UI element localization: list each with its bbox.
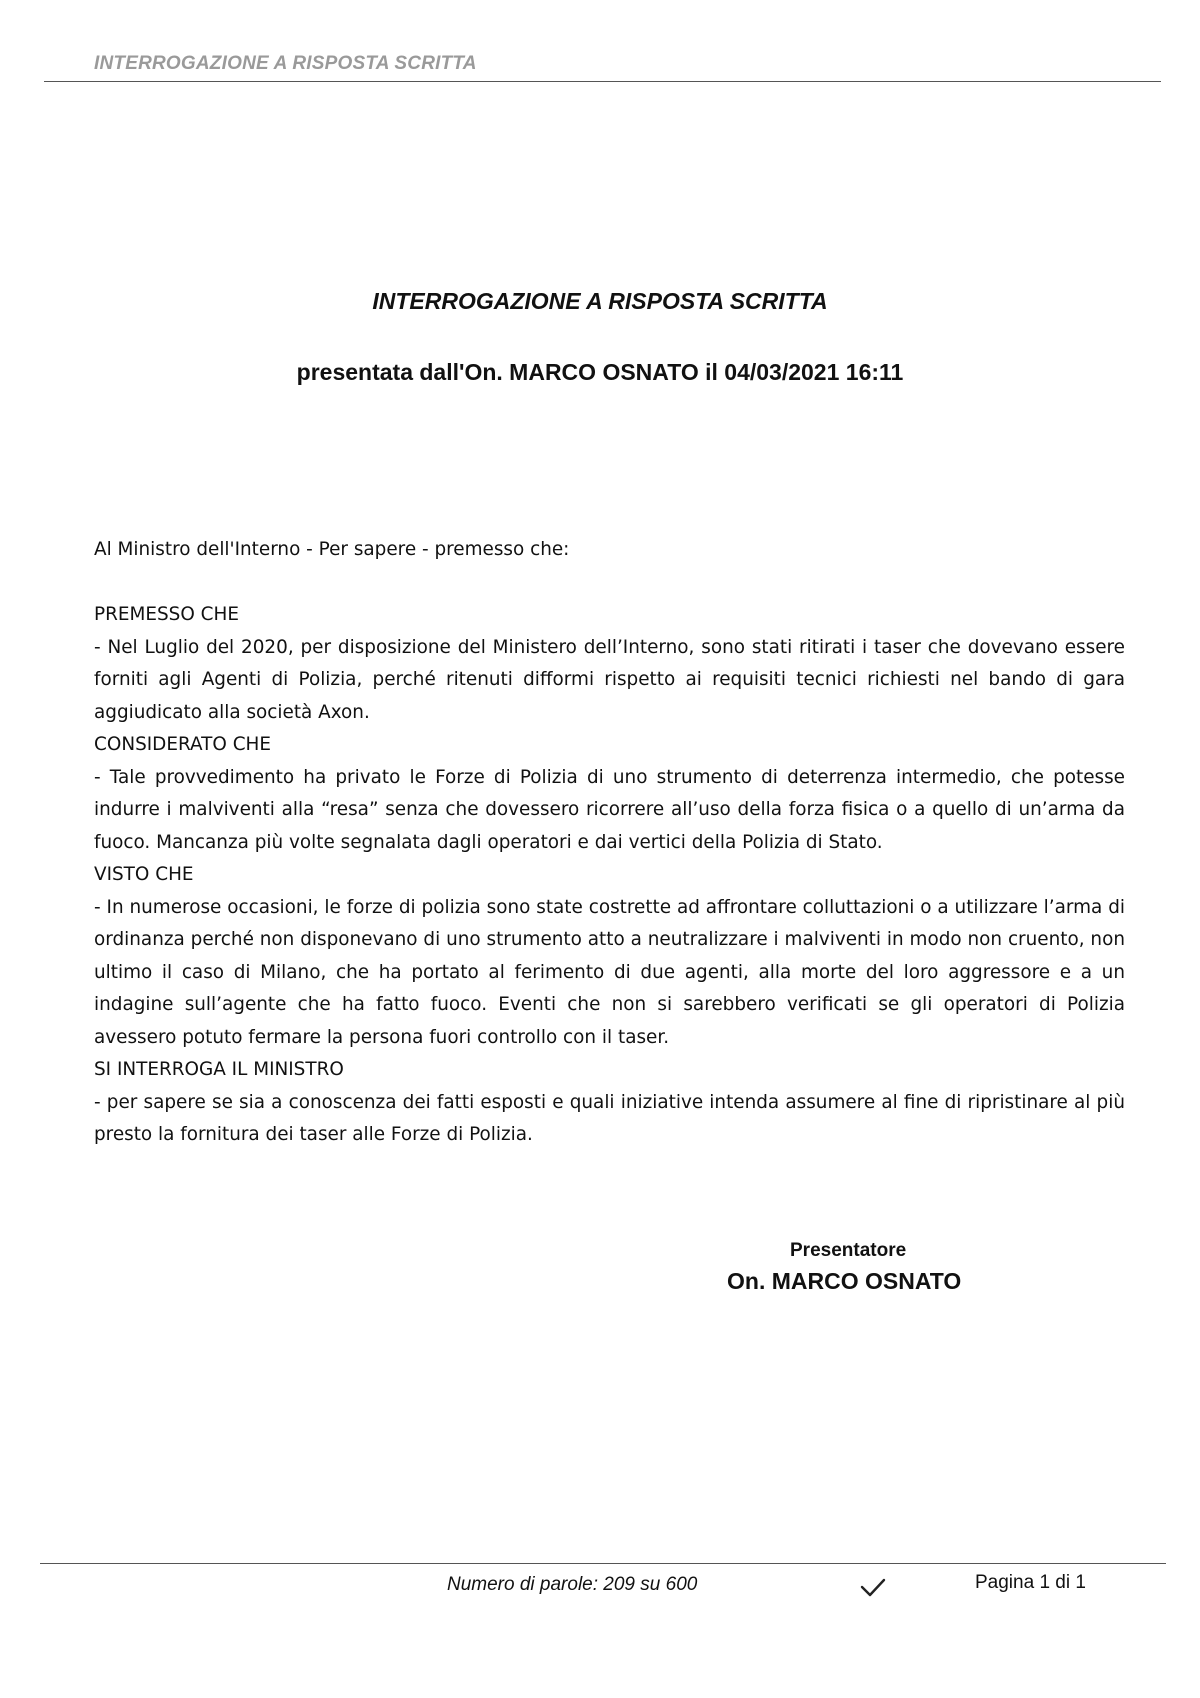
footer-divider [40,1563,1166,1564]
word-count: Numero di parole: 209 su 600 [447,1574,698,1595]
section-heading-premesso: PREMESSO CHE [94,604,239,625]
page-number: Pagina 1 di 1 [975,1572,1086,1593]
document-title: INTERROGAZIONE A RISPOSTA SCRITTA [372,288,828,314]
presenter-label: Presentatore [790,1240,907,1261]
section-heading-considerato: CONSIDERATO CHE [94,734,271,755]
section-heading-visto: VISTO CHE [94,864,194,885]
section-heading-interroga: SI INTERROGA IL MINISTRO [94,1059,344,1080]
presenter-name: On. MARCO OSNATO [727,1268,962,1294]
section-text-visto: - In numerose occasioni, le forze di polizia sono state costrette ad affrontare colluttazioni o a utilizzare l’arma di ordinanza perché non disponevano di uno strumento atto a neutralizzare i malviventi in modo non cruento, non ultimo il caso di Milano, che ha portato al ferimento di due agenti, alla morte del loro aggressore e a un indagine sull’agente che ha fatto fuoco. Eventi che non si sarebbero verificati se gli operatori di Polizia avessero potuto fermare la persona fuori controllo con il taser. [94,896,1125,1048]
document-subtitle: presentata dall'On. MARCO OSNATO il 04/03/2021 16:11 [296,359,904,385]
header-divider [44,81,1161,82]
checkmark-icon [859,1577,887,1599]
document-body [94,534,1125,1152]
section-text-interroga: - per sapere se sia a conoscenza dei fatti esposti e quali iniziative intenda assumere al fine di ripristinare al più presto la fornitura dei taser alle Forze di Polizia. [94,1091,1125,1145]
header-title: INTERROGAZIONE A RISPOSTA SCRITTA [94,53,477,74]
body-intro: Al Ministro dell'Interno - Per sapere - premesso che: [94,539,570,560]
section-text-considerato: - Tale provvedimento ha privato le Forze di Polizia di uno strumento di deterrenza intermedio, che potesse indurre i malviventi alla “resa” senza che dovessero ricorrere all’uso della forza fisica o a quello di un’arma da fuoco. Mancanza più volte segnalata dagli operatori e dai vertici della Polizia di Stato. [94,766,1125,853]
section-text-premesso: - Nel Luglio del 2020, per disposizione del Ministero dell’Interno, sono stati ritirati i taser che dovevano essere forniti agli Agenti di Polizia, perché ritenuti difformi rispetto ai requisiti tecnici richiesti nel bando di gara aggiudicato alla società Axon. [94,636,1125,723]
